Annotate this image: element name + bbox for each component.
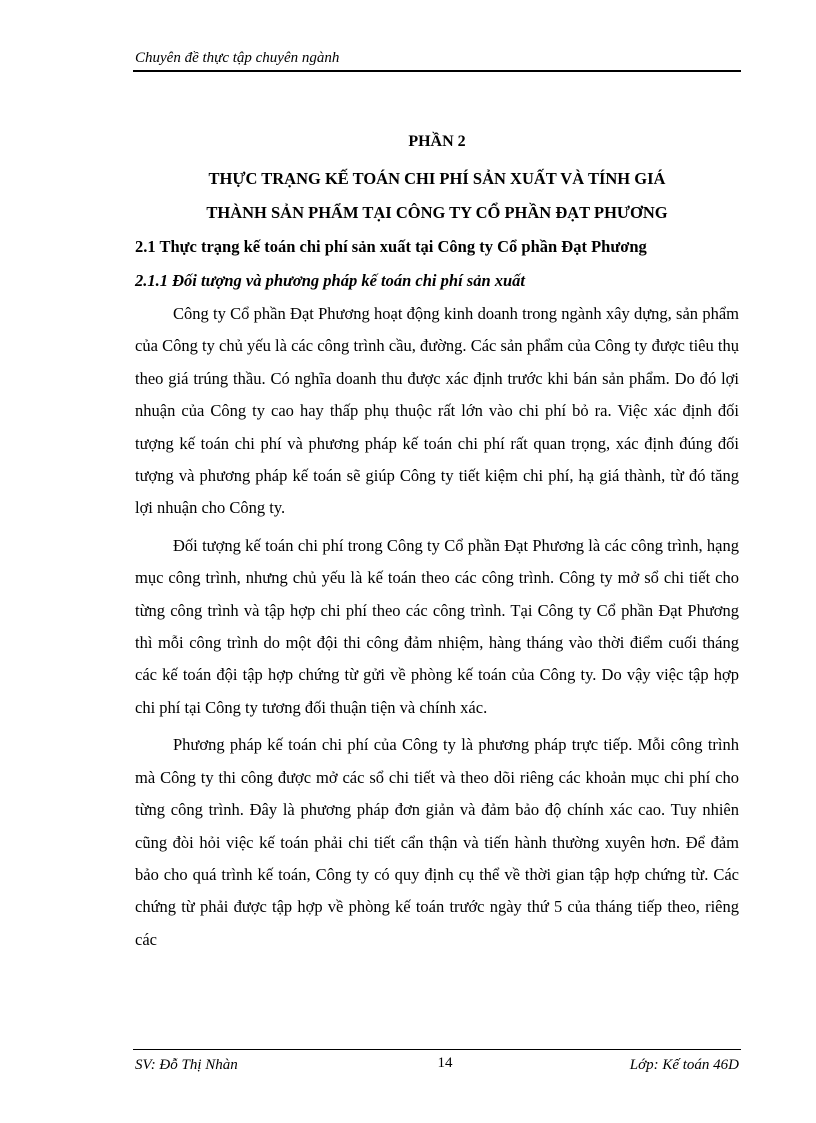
footer-divider: [133, 1049, 741, 1050]
footer-class: Lớp: Kế toán 46D: [629, 1057, 739, 1073]
chapter-title-line-2: THÀNH SẢN PHẨM TẠI CÔNG TY CỔ PHẦN ĐẠT PHƯƠNG: [206, 203, 668, 222]
footer-student: SV: Đỗ Thị Nhàn: [135, 1057, 238, 1073]
paragraph-3: Phương pháp kế toán chi phí của Công ty là phương pháp trực tiếp. Mỗi công trình mà Công ty thi công được mở các sổ chi tiết và theo dõi riêng các khoản mục chi phí cho từng công trình. Đây là phương pháp đơn giản và đảm bảo độ chính xác cao. Tuy nhiên cũng đòi hỏi việc kế toán phải chi tiết cẩn thận và tiến hành thường xuyên hơn. Để đảm bảo cho quá trình kế toán, Công ty có quy định cụ thể về thời gian tập hợp chứng từ. Các chứng từ phải được tập hợp về phòng kế toán trước ngày thứ 5 của tháng tiếp theo, riêng các: [135, 735, 739, 949]
part-label: PHẦN 2: [408, 133, 466, 150]
subsection-heading: 2.1.1 Đối tượng và phương pháp kế toán chi phí sản xuất: [135, 271, 526, 290]
running-header: Chuyên đề thực tập chuyên ngành: [135, 50, 340, 66]
page-number: 14: [437, 1055, 453, 1071]
section-heading: 2.1 Thực trạng kế toán chi phí sản xuất tại Công ty Cổ phần Đạt Phương: [135, 237, 647, 256]
paragraph-2: Đối tượng kế toán chi phí trong Công ty Cổ phần Đạt Phương là các công trình, hạng mục công trình, nhưng chủ yếu là kế toán theo các công trình. Công ty mở sổ chi tiết cho từng công trình và tập hợp chi phí theo các công trình. Tại Công ty Cổ phần Đạt Phương thì mỗi công trình do một đội thi công đảm nhiệm, hàng tháng vào thời điểm cuối tháng các kế toán đội tập hợp chứng từ gửi về phòng kế toán của Công ty. Do vậy việc tập hợp chi phí tại Công ty tương đối thuận tiện và chính xác.: [135, 535, 739, 717]
chapter-title-line-1: THỰC TRẠNG KẾ TOÁN CHI PHÍ SẢN XUẤT VÀ TÍNH GIÁ: [208, 169, 666, 188]
paragraph-1: Công ty Cổ phần Đạt Phương hoạt động kinh doanh trong ngành xây dựng, sản phẩm của Công ty chủ yếu là các công trình cầu, đường. Các sản phẩm của Công ty được tiêu thụ theo giá trúng thầu. Có nghĩa doanh thu được xác định trước khi bán sản phẩm. Do đó lợi nhuận của Công ty cao hay thấp phụ thuộc rất lớn vào chi phí bỏ ra. Việc xác định đối tượng kế toán chi phí và phương pháp kế toán chi phí rất quan trọng, xác định đúng đối tượng và phương pháp kế toán sẽ giúp Công ty tiết kiệm chi phí, hạ giá thành, từ đó tăng lợi nhuận cho Công ty.: [135, 304, 739, 518]
header-divider: [133, 70, 741, 72]
page-body: [135, 131, 739, 961]
